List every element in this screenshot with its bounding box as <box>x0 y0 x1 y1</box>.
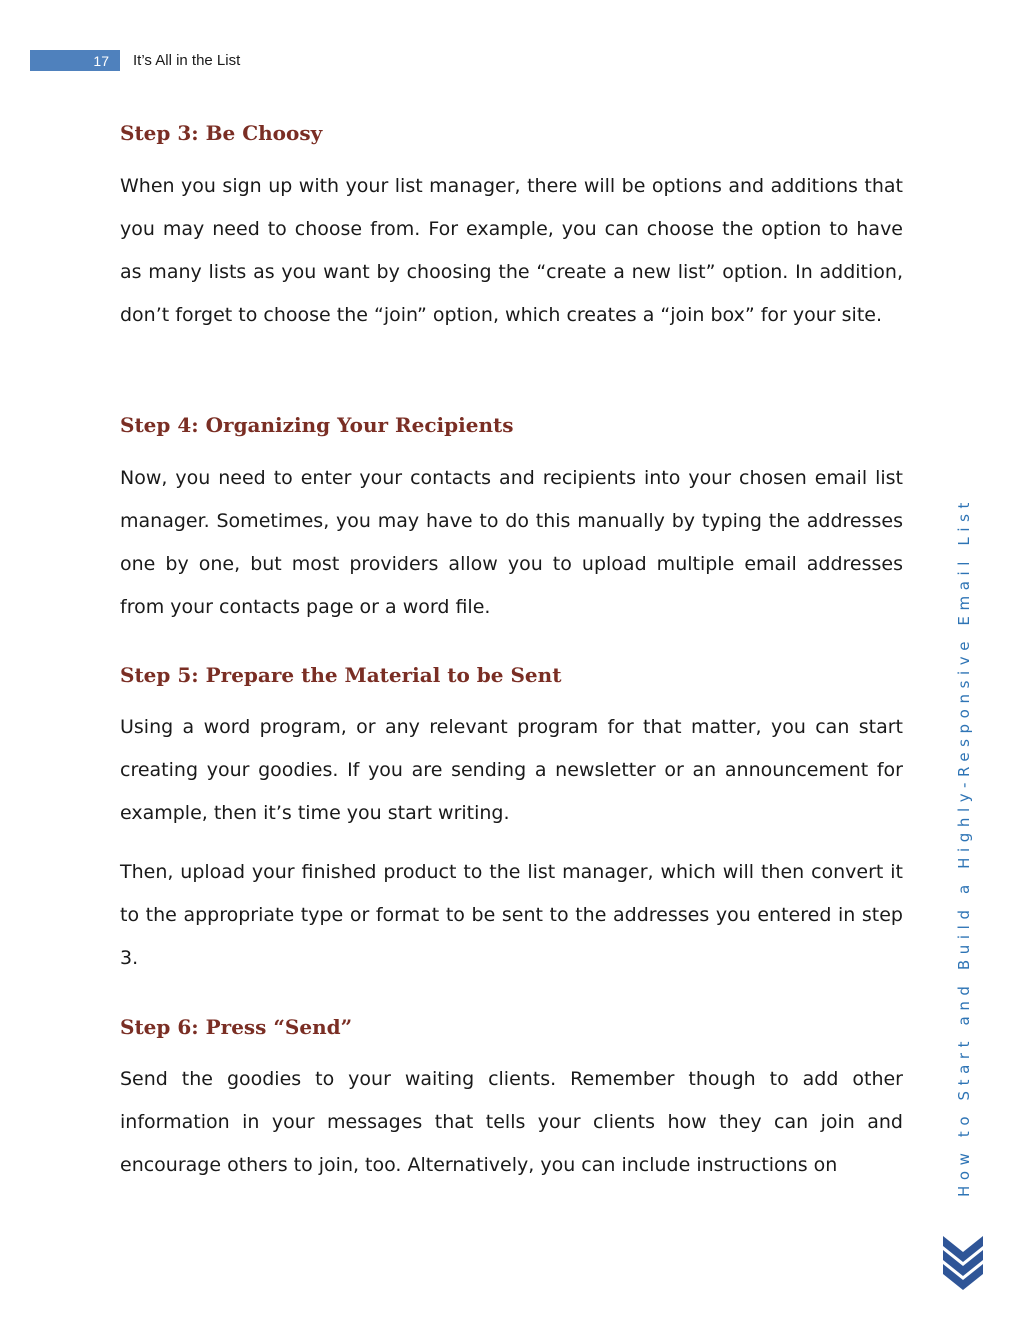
paragraph: Send the goodies to your waiting clients. Remember though to add other information in your messages that tells your clients how they can join and encourage others to join, too. Alternatively, you can include instructions on <box>120 1068 903 1176</box>
side-banner-title: How to Start and Build a Highly-Responsive Email List <box>955 496 973 1197</box>
paragraph: Using a word program, or any relevant program for that matter, you can start creating your goodies. If you are sending a newsletter or an announcement for example, then it’s time you start writing. <box>120 716 903 824</box>
section-heading-step-4: Step 4: Organizing Your Recipients <box>120 413 514 437</box>
double-chevron-down-icon[interactable] <box>940 1232 986 1294</box>
paragraph: Then, upload your finished product to the list manager, which will then convert it to the appropriate type or format to be sent to the addresses you entered in step 3. <box>120 861 903 969</box>
section-heading-step-5: Step 5: Prepare the Material to be Sent <box>120 663 562 687</box>
page-header <box>30 50 240 71</box>
paragraph: When you sign up with your list manager, there will be options and additions that you may need to choose from. For example, you can choose the option to have as many lists as you want by choosing the “create a new list” option. In addition, don’t forget to choose the “join” option, which creates a “join box” for your site. <box>120 175 903 326</box>
section-heading-step-6: Step 6: Press “Send” <box>120 1015 353 1039</box>
section-heading-step-3: Step 3: Be Choosy <box>120 121 323 145</box>
running-title: It’s All in the List <box>133 52 241 69</box>
page-number: 17 <box>30 50 120 71</box>
paragraph: Now, you need to enter your contacts and recipients into your chosen email list manager. Sometimes, you may have to do this manually by typing the addresses one by one, but most providers allow you to upload multiple email addresses from your contacts page or a word file. <box>120 467 903 618</box>
